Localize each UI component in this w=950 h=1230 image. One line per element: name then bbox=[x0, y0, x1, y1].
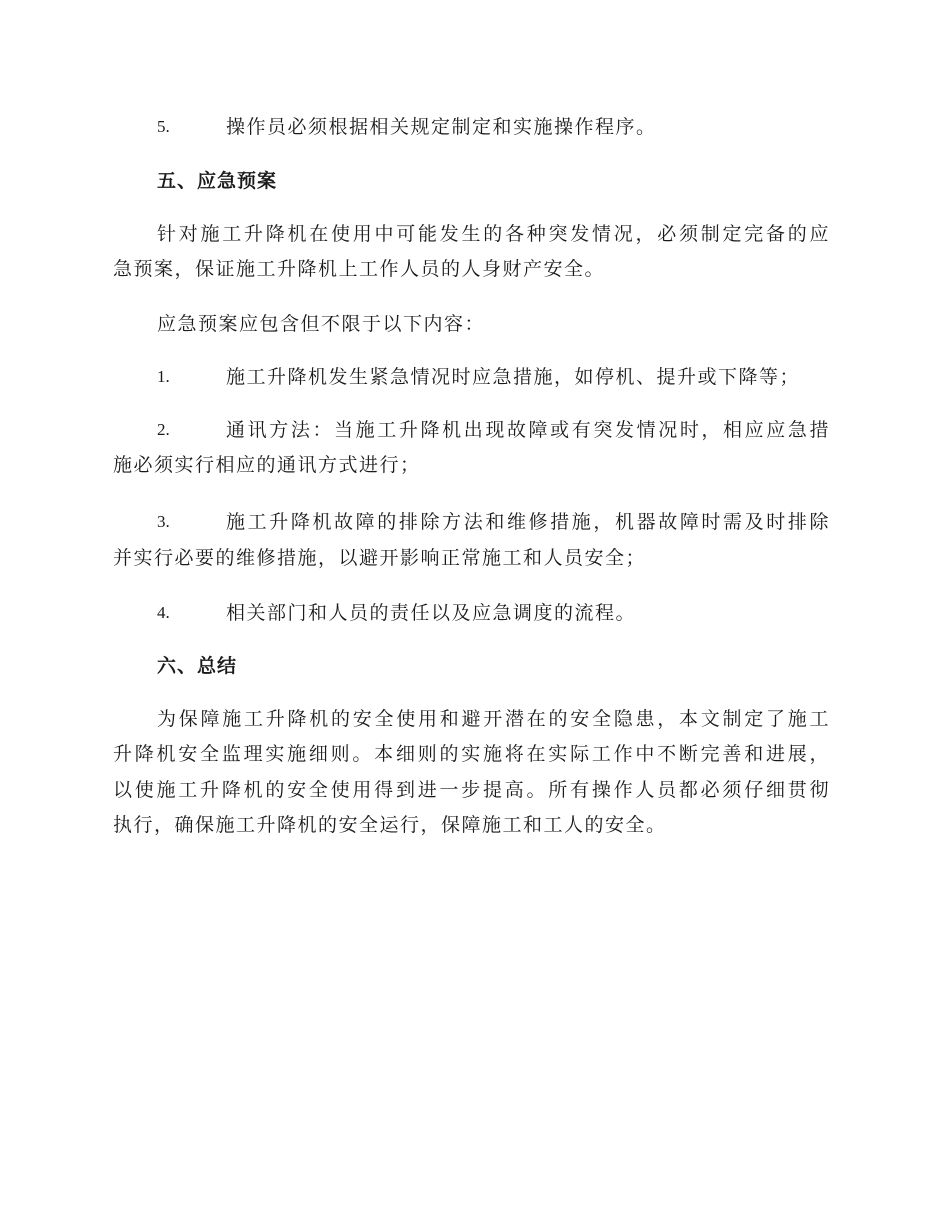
paragraph-line: 为保障施工升降机的安全使用和避开潜在的安全隐患，本文制定了施工 bbox=[157, 708, 830, 730]
paragraph-line: 针对施工升降机在使用中可能发生的各种突发情况，必须制定完备的应 bbox=[157, 223, 830, 245]
list-item-number: 2. bbox=[157, 420, 170, 439]
list-item-number: 5. bbox=[157, 117, 170, 136]
list-item-number: 3. bbox=[157, 512, 170, 531]
list-item-number: 1. bbox=[157, 367, 170, 386]
paragraph-line: 升降机安全监理实施细则。本细则的实施将在实际工作中不断完善和进展， bbox=[113, 743, 830, 765]
list-item-text: 通讯方法：当施工升降机出现故障或有突发情况时，相应应急措 bbox=[226, 419, 830, 441]
paragraph-line: 应急预案应包含但不限于以下内容： bbox=[157, 313, 486, 335]
list-item-text: 施必须实行相应的通讯方式进行； bbox=[113, 454, 421, 476]
list-item-text: 施工升降机发生紧急情况时应急措施，如停机、提升或下降等； bbox=[226, 366, 801, 388]
paragraph-line: 执行，确保施工升降机的安全运行，保障施工和工人的安全。 bbox=[113, 814, 667, 836]
paragraph-line: 以使施工升降机的安全使用得到进一步提高。所有操作人员都必须仔细贯彻 bbox=[113, 779, 830, 801]
paragraph-line: 急预案，保证施工升降机上工作人员的人身财产安全。 bbox=[113, 258, 606, 280]
list-item-text: 并实行必要的维修措施，以避开影响正常施工和人员安全； bbox=[113, 547, 647, 569]
section-heading: 五、应急预案 bbox=[157, 170, 278, 192]
list-item-number: 4. bbox=[157, 603, 170, 622]
section-heading: 六、总结 bbox=[157, 655, 238, 677]
list-item-text: 相关部门和人员的责任以及应急调度的流程。 bbox=[226, 602, 637, 624]
list-item-text: 操作员必须根据相关规定制定和实施操作程序。 bbox=[226, 116, 657, 138]
list-item-text: 施工升降机故障的排除方法和维修措施，机器故障时需及时排除 bbox=[226, 511, 830, 533]
